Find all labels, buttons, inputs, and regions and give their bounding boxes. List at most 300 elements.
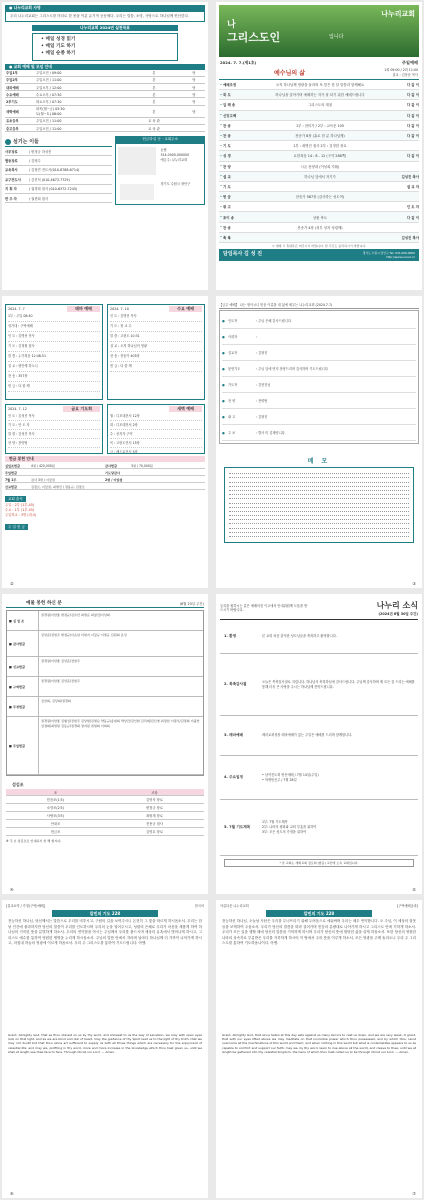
staff-row — [5, 166, 112, 175]
offering-names: 권경필/이한종 변정규/김수산 최명순 최창진/이상희 — [41, 613, 110, 617]
page-number: ⑤ — [412, 887, 416, 892]
offerings-period: (6월 23일 주간) — [179, 601, 204, 606]
order-bullet-icon: • — [220, 194, 222, 199]
offering-cell: 3명 / 70,000원 — [131, 463, 153, 468]
order-content: 찬송가 4장 (성부 성자 성령께) — [297, 225, 343, 230]
offering-record — [7, 697, 203, 717]
team-role: 인도자 — [228, 319, 238, 323]
section-label: [구역예배공과] — [397, 904, 418, 908]
schedule-title: 새벽 예배 — [169, 406, 202, 412]
worship-cell: 주일오전 / 11:00 — [35, 117, 125, 124]
team-value: : 김형진 — [256, 351, 268, 355]
order-bullet-icon: • — [220, 92, 222, 97]
team-bullet-icon: ● — [222, 350, 225, 355]
team-role: 기도자 — [228, 383, 238, 387]
bulletin-page-5 — [2, 594, 208, 894]
prayer-english: Grant, Almighty God, that since Satan at this day sets against us many terrors to cast us down, and we are very weak, O grant, that with our eyes lifted above we may meditate on that invincible power which thou possessest, and by which thou canst overcome all the machinations of this world and them; and when nothing in this world but what is contemptible appears to us as capable to comfort and support our faith, may we, by thy word, learn to rise above all the world, and cleave to thee; until we at length be gathered into thy celestial kingdom, the heirs of which thou hast called us to be through Christ our Lord. — Amen. — [222, 1033, 416, 1054]
worship-cell: 본 — [125, 105, 183, 117]
worship-cell: 당 — [183, 70, 205, 77]
order-bullet-icon: • — [220, 82, 222, 87]
memo-heading: 메 모 — [307, 458, 331, 465]
worship-cell: 2부기도 — [5, 98, 35, 105]
schedule-title: 테마 예배 — [67, 306, 100, 312]
offering-row — [5, 483, 205, 490]
order-label: 찬 송 — [223, 123, 231, 128]
offering-heading: 헌금하실 곳 · 교회주소 — [115, 136, 205, 143]
duty-leader: 전용규 집사 — [105, 820, 204, 828]
order-content: 1부 : 찬미가 / 2부 : 교독문 105 — [296, 123, 344, 128]
worship-cell: 수요오후 / 07:30 — [35, 91, 125, 98]
duty-row — [6, 820, 204, 828]
order-content: 하나님을 알아가며 예배하는 자가 잘 되기 위한 예배드립니다 — [275, 93, 365, 98]
schedule-box — [107, 404, 205, 454]
staff-role: 지 휘 자 — [5, 187, 17, 192]
duty-leader: 김영석 장로 — [105, 796, 204, 804]
worship-cell: 주일오전 / 09:00 — [35, 70, 125, 77]
order-label: 신앙고백 — [223, 113, 237, 118]
goal-item: • 매일 성경 읽기 — [41, 37, 76, 42]
order-content: 그리스도의 계절 — [307, 103, 332, 108]
offering-row — [5, 476, 205, 483]
worship-cell: 주일2부 — [5, 76, 35, 83]
section-label: [설교요약 / 가정(구역)예배] — [6, 904, 45, 908]
schedule-date: 2024. 7. 12 — [8, 407, 27, 411]
qr-code-icon — [120, 184, 154, 200]
worship-cell: 수요예배 — [5, 91, 35, 98]
offering-cell: 감사 3명 / 이랑결 — [31, 477, 55, 482]
banner-small: 나 — [227, 20, 236, 30]
bulletin-page-4 — [216, 296, 422, 588]
duty-group: 믿음조(1조) — [6, 796, 105, 804]
church-address: 경기도 수원시 장안구 — [160, 182, 191, 187]
attendance-heading: 교회 출석 — [5, 496, 26, 502]
bulletin-page-3 — [2, 296, 208, 588]
attendance-list — [5, 503, 205, 518]
preacher: 설교 : 김상문 목사 — [392, 73, 418, 77]
duty-group: 사랑조(3조) — [6, 812, 105, 820]
staff-name: / 권현희 집사 — [29, 196, 49, 201]
offering-cell: 4명 / 420,000원 — [31, 463, 55, 468]
order-label: 묵 도 — [223, 93, 231, 98]
team-bullet-icon: ● — [222, 318, 225, 323]
worship-cell: 당 — [183, 98, 205, 105]
bank-heading: 주 일 헌 금 — [5, 524, 28, 530]
order-row — [219, 111, 419, 121]
offering-cell: 김장로, 이랑결, 최병진 / 정용규, 김장로 — [31, 484, 85, 489]
footer-note: ＊ 예배 시 휴대폰은 꺼주시기 바랍니다. 한 주간도 승리하시기 바랍니다. — [271, 244, 367, 248]
bulletin-page-6 — [216, 594, 422, 894]
page-number: ② — [10, 581, 14, 586]
offering-type: ■ 십 일 조 — [7, 611, 39, 630]
order-row — [219, 202, 419, 212]
staff-name: / 권경희 집사 (010-6372-7245) — [29, 187, 78, 192]
news-content: 레마교회성장 레마예배가 있는 주일은 예배를 드리며 함께합니다. — [262, 733, 353, 738]
banner-tag: 입니다 — [329, 34, 344, 40]
worship-cell: 당 — [183, 76, 205, 83]
prayer-korean: 전능하신 하나님, 오늘날 사탄은 우리를 무너뜨리기 위해 두려움으로 에워싸며 우리는 매우 연약합니다. 오 주님, 이 세상의 잘못들을 보게하여 주옵소서. 우리가 당신의 말씀을 따라 걸어가며 믿음의 분량대로 나아가게 하시고 그리스도 안에 거하게 하소서. 우리가 모든 일을 행할 때에 당신의 말씀을 기억하게 하시며 우리가 당신의 뜻에 합당한 삶을 살게 하옵소서. 또한 당신의 영원한 나라의 상속자로 부름받은 우리를 거룩하게 하시어 이 땅에서 주의 뜻을 이루게 하소서. 모든 영광을 주께 돌리오니 우리 주 그리스도를 통하여 기도하옵나이다. 아멘. — [222, 919, 416, 946]
bank-name: 농협 — [160, 148, 167, 153]
order-row — [219, 121, 419, 131]
order-label: 헌 금 — [223, 195, 231, 200]
order-row — [219, 212, 419, 222]
team-row — [222, 329, 416, 345]
offering-record — [7, 657, 203, 677]
order-leader: 다 같 이 — [406, 93, 419, 98]
order-bullet-icon: • — [220, 123, 222, 128]
worship-cell: 교 육 관 — [125, 117, 183, 124]
schedule-line: 설 교 : 오직 하나님의 영광 — [110, 342, 202, 352]
news-label: 3. 레마예배 — [224, 733, 244, 737]
order-row — [219, 192, 419, 202]
staff-role: 협동장로 — [5, 159, 18, 164]
offering-names: 김상준/전현주 변정규/이순남 서현지 이랑규 이명규 김원희 문성 — [41, 633, 127, 637]
bank-number: 314-0000-000000 — [160, 153, 190, 158]
team-value: : 김형진 — [256, 415, 268, 419]
vision-heading: ● 나누리교회 사명 — [5, 5, 205, 11]
order-row — [219, 172, 419, 182]
offering-cell: 감사헌금 — [105, 463, 117, 468]
news-item — [220, 654, 418, 716]
offering-record — [7, 611, 203, 631]
worship-cell: 중고등부 — [5, 124, 35, 131]
team-role: 광 고 — [228, 415, 236, 419]
duty-table — [6, 789, 204, 836]
offering-names: 김선희, 김상희/권경희 — [41, 699, 71, 703]
worship-cell: 본 — [125, 70, 183, 77]
attendance-item: 주일학교 : 3명 (대-5) — [5, 513, 37, 517]
team-value: : — [256, 334, 258, 339]
team-value: : 주님 은혜 감사드립니다 — [256, 319, 291, 323]
order-label: 찬 양 — [223, 164, 231, 169]
worship-row — [5, 70, 205, 77]
prayer-title: 칼빈의 기도 228 — [52, 910, 158, 917]
staff-list — [5, 146, 112, 203]
team-row — [222, 313, 416, 329]
offering-names: 권경필/이한종 김상준/전현주 — [41, 679, 80, 683]
schedule-line: 인 도 : 김명선 목사 — [8, 332, 100, 342]
worship-cell: 주일1부 — [5, 70, 35, 77]
offering-type: ■ 구역헌금 — [7, 677, 39, 696]
order-leader: 다 같 이 — [406, 113, 419, 118]
staff-heading: 섬기는 이들 — [13, 139, 39, 146]
offering-cell: 2명 / 이랑결 — [105, 477, 123, 482]
offering-cell: 기도당감사 — [105, 470, 120, 475]
order-row — [219, 141, 419, 151]
bulletin-page-1 — [2, 2, 208, 290]
team-value: : 김현진님 — [256, 383, 271, 387]
schedule-line: 월 : 디모데전서 12장 — [110, 412, 202, 421]
order-content: 요한복음 14 : 8 - 12 (구약 288쪽) — [293, 154, 347, 159]
order-bullet-icon: • — [220, 143, 222, 148]
staff-name: / 김진석 (010-4673-7729) — [29, 177, 70, 182]
order-bullet-icon: • — [220, 113, 222, 118]
schedule-line: 헌 금 : 다 함 께 — [8, 382, 100, 392]
order-leader: 설 교 자 — [406, 184, 419, 189]
map-image — [118, 147, 156, 175]
page-number: ⑦ — [412, 1191, 416, 1196]
order-row — [219, 80, 419, 90]
offering-table — [5, 462, 205, 490]
order-label: 찬 송 — [223, 134, 231, 139]
order-leader: 다 같 이 — [406, 154, 419, 159]
bulletin-type: 주일예배 — [401, 60, 418, 65]
schedule-box — [107, 304, 205, 400]
news-label: 2. 목축감사절 — [224, 682, 247, 686]
worship-cell: 본 — [125, 76, 183, 83]
section-language: 한국어 — [194, 904, 204, 908]
staff-row — [5, 147, 112, 156]
order-row — [219, 151, 419, 161]
news-label: 4. 주요일정 — [224, 775, 244, 779]
team-row — [222, 409, 416, 425]
worship-row — [5, 105, 205, 117]
banner-title: 그리스도인 — [227, 31, 281, 44]
page-number: ③ — [412, 581, 416, 586]
offering-names: 권경필/이한종 김상준/전현주 — [41, 659, 80, 663]
offering-row — [5, 469, 205, 476]
team-role: 설교자 — [228, 351, 238, 355]
team-bullet-icon: ● — [222, 334, 225, 339]
bullet-icon — [5, 139, 11, 145]
schedule-line: 목 : 고린도전서 15장 — [110, 439, 202, 448]
schedule-line: 찬 송 : 357장 — [8, 372, 100, 382]
offerings-heading: 예물 봉헌 하신 분 — [26, 601, 62, 606]
worship-cell: 유초등부 — [5, 117, 35, 124]
offering-type: ■ 주정헌금 — [7, 697, 39, 716]
worship-row — [5, 76, 205, 83]
news-list — [220, 619, 418, 856]
order-bullet-icon: • — [220, 235, 222, 240]
worship-cell: 주일오후 / 12:00 — [35, 83, 125, 90]
order-content: 하나님 앞에서 자기가 — [304, 174, 336, 179]
schedule-line: 화 : 디모데전서 2장 — [110, 421, 202, 430]
worship-row — [5, 117, 205, 124]
team-row — [222, 425, 416, 441]
order-content: 상원 축도 — [312, 215, 328, 220]
worship-order — [219, 79, 419, 243]
order-leader: 다 같 이 — [406, 103, 419, 108]
worship-row — [5, 98, 205, 105]
duty-leader: 최원재 장로 — [105, 812, 204, 820]
offering-type: ■ 감사헌금 — [7, 631, 39, 656]
staff-role: 교육목사 — [5, 168, 18, 173]
schedule-line: 인 도 : 김명선 목사 — [110, 312, 202, 322]
church-contact: 경기도 수원시 장안구 Tel. 031-000-0000 — [362, 251, 415, 255]
offering-names: 권경필/이한종 김형성/전현주 김상현/김명순 박동규/송현희 박상진/김인환 김덕재/김신영 최정임 이정우/김정희 이광찬 김정희/최영란 김동규/권경희 정지원 권현희 이의희 — [41, 719, 200, 728]
order-bullet-icon: • — [220, 153, 222, 158]
order-label: 기 도 — [223, 144, 231, 149]
service-title: 예수님의 삶 — [274, 69, 306, 77]
order-leader: 다 같 이 — [406, 83, 419, 88]
staff-row — [5, 194, 112, 203]
worship-team-heading: 【금주 예배】 나는 영이시니 믿음 이름을 내 삶에 세우는 나누리교회 (2024.7.7) — [219, 302, 419, 309]
schedule-date: 2024. 7. 10 — [110, 307, 129, 311]
offerings-list — [6, 610, 204, 776]
duty-note: ※ 주 보 섬김조로 안내하시 한 해 합시다. — [6, 839, 62, 844]
schedule-line: 기 도 : 김정원 집사 — [8, 342, 100, 352]
order-leader: 김성진 목사 — [401, 235, 419, 240]
worship-row — [5, 83, 205, 90]
offering-record — [7, 717, 203, 775]
order-leader: 김성진 목사 — [401, 174, 419, 179]
service-times: 1회 09:00 / 2회 11:00 — [384, 68, 418, 72]
order-bullet-icon: • — [220, 184, 222, 189]
worship-table — [5, 70, 205, 133]
duty-leader: 김영호 장로 — [105, 828, 204, 836]
staff-row — [5, 185, 112, 194]
duty-row — [6, 804, 204, 812]
order-row — [219, 233, 419, 243]
schedule-line: 헌 금 : 다 함 께 — [110, 362, 202, 372]
team-role: 사회자 — [228, 335, 238, 339]
order-row — [219, 182, 419, 192]
order-leader: 인 도 자 — [406, 205, 419, 210]
offering-heading: 헌금 봉헌 안내 — [5, 456, 205, 462]
news-content: • 남여전도회 헌신예배 / 7월 14일(주일) • 학생헌신주 / 7월 28일 — [262, 772, 319, 782]
news-item — [220, 756, 418, 800]
order-label: 찬 송 — [223, 225, 231, 230]
order-row — [219, 223, 419, 233]
schedule-title: 금요 기도회 — [63, 406, 100, 412]
page-number: ⑥ — [10, 1191, 14, 1196]
staff-heading-row — [5, 138, 112, 146]
news-period: (2024년 6월 30일 주간) — [378, 612, 418, 616]
worship-cell: 화목(월~금) 05:30 토(월~토) 06:00 — [35, 105, 125, 117]
duty-row — [6, 796, 204, 804]
staff-row — [5, 175, 112, 184]
worship-row — [5, 91, 205, 98]
schedule-line: 1부 : 주일 08:40 — [8, 312, 100, 322]
worship-cell: 주일오전 / 11:00 — [35, 76, 125, 83]
worship-cell: 새벽예배 — [5, 105, 35, 117]
order-label: 광 고 — [223, 205, 231, 210]
order-leader: 다 같 이 — [406, 123, 419, 128]
prayer-english: Grant, Almighty God, that as thou shinest on us by thy word, and showest to us the way of salvation, we may with open eyes look on that light, and as we are blind and dull of heart, may the guidance of thy Spirit lead us to the light of thy truth, that we may not doubt but that thou alone art sufficient to supply us with all those things which are necessary for the enjoyment of celestial life; and may we, profiting in thy word, more and more increase in the knowledge which thou hast given us, until we shall at length see thee face to face. Through Christ our Lord. — Amen. — [8, 1033, 202, 1054]
order-row — [219, 100, 419, 110]
team-row — [222, 393, 416, 409]
worship-team-list — [219, 310, 419, 444]
pastor-banner — [219, 249, 419, 261]
schedule-line: 찬 양 : 찬양팀 — [8, 439, 100, 448]
order-label: 기 도 — [223, 184, 231, 189]
staff-name: / 변정규 하상진 — [29, 149, 52, 154]
bank-holder: 예금주: 나누리교회 — [160, 158, 188, 163]
team-bullet-icon: ● — [222, 382, 225, 387]
duty-row — [6, 812, 204, 820]
order-bullet-icon: • — [220, 102, 222, 107]
memo-area[interactable] — [224, 467, 414, 543]
offering-cell: 십일조헌금 — [5, 463, 20, 468]
offering-row — [5, 462, 205, 469]
bulletin-date: 2024. 7. 7.(제1호) — [220, 60, 257, 65]
schedule-line: 성가대 : 구역예배 — [8, 322, 100, 332]
order-content: 찬송가 587장 (감사하는 성도여) — [295, 195, 345, 200]
prayer-korean: 전능하신 하나님, 당신께서는 말씀으로 우리를 비추시고, 구원의 길을 보여주시니 온전히 그 빛을 따르게 하시옵소서. 우리는 한낱 인간에 불과하지만 당신의 말씀이 우리를 인도하시며 우리의 눈을 열어주시고, 성령의 은혜로 우리가 마음을 새롭게 하여 하나님의 거룩한 뜻을 분별하게 하소서. 우리의 연약함을 아시는 주님께서 우리를 붙드시며 세상의 유혹에서 벗어나게 하시고, 그리스도 예수를 통하여 영원한 생명을 누리게 하시옵소서. 주님의 말씀 안에서 자라며 날마다 하나님께 더 가까이 나아가게 하시고, 마침내 하늘의 영광에 이르게 하옵소서. 우리 주 그리스도를 통하여 기도드립니다. 아멘. — [8, 919, 202, 946]
header-banner — [219, 5, 419, 57]
page-number: ④ — [10, 887, 14, 892]
church-label: 아름다운 나누리교회 — [220, 904, 249, 908]
order-content: 1부 : 최병진 집사 2부 : 김정한 장로 — [293, 144, 347, 149]
order-content: 시온 찬양대 (이성희 지휘) — [300, 164, 340, 169]
worship-row — [5, 124, 205, 131]
offering-record — [7, 631, 203, 657]
schedule-line: 말 씀 : 고린도 10:31 — [110, 332, 202, 342]
order-row — [219, 131, 419, 141]
worship-cell: 당 — [183, 83, 205, 90]
schedule-line: 기 도 : 안 도 자 — [8, 421, 100, 430]
order-content: 찬송가 8장 (홀로 한 분 하나님께) — [295, 134, 345, 139]
team-value: : 주님 앞에 먼저 찬양드리며 감사하며 기도드립니다 — [256, 367, 328, 371]
team-bullet-icon: ● — [222, 366, 225, 371]
news-item — [220, 800, 418, 856]
offering-record — [7, 677, 203, 697]
order-bullet-icon: • — [220, 215, 222, 220]
order-bullet-icon: • — [220, 174, 222, 179]
goal-item: • 매일 기도 하기 — [41, 44, 76, 50]
news-content: 1부: 7월 기도제목 2부: 나라의 평화와 교회 부흥을 위하여 3부: 모든 성도의 가정을 위하여 — [262, 820, 317, 834]
news-label: 1. 환영 — [224, 634, 237, 638]
church-website[interactable]: http://www.nanuri.kr — [386, 255, 415, 259]
team-value: : 별사 미 김재양니다 — [256, 431, 285, 435]
worship-cell: 주일오전 / 11:00 — [35, 124, 125, 131]
news-title: 나누리 소식 — [376, 601, 418, 610]
worship-cell: 교 육 관 — [125, 124, 183, 131]
offering-cell: 7월 1주 — [5, 477, 17, 482]
news-content: 본 교회 처음 출석한 성도님들을 축복하고 환영합니다. — [262, 634, 337, 639]
church-name: 나누리교회 — [381, 10, 415, 18]
goal-item: • 매일 순종 하기 — [41, 51, 76, 57]
worship-cell: 대외예배 — [5, 83, 35, 90]
worship-cell: 본 — [125, 83, 183, 90]
offering-cell: 선교헌금 — [5, 484, 17, 489]
order-leader: 다 같 이 — [406, 134, 419, 139]
worship-cell: 본 — [125, 91, 183, 98]
schedule-line: 말 씀 : 누가복음 12:48-51 — [8, 352, 100, 362]
order-label: 설 교 — [223, 174, 231, 179]
order-bullet-icon: • — [220, 164, 222, 169]
vision-text: 우리 나누리교회는 그리스도를 머리로 한 몸을 이룬 유기적 공동체다. 우리는 말씀, 소망, 사랑으로 하나님께 헌신한다. — [5, 11, 205, 22]
register-intro: 등록을 원하시는 분은 예배마친 이고에서 안내위원께 도움을 받으시기 바랍니다. — [220, 603, 308, 612]
order-content: 오직 하나님께 영광을 돌리며 또 맞은 한 달 말씀과 함께해요 — [275, 83, 365, 88]
schedule-title: 수요 예배 — [169, 306, 202, 312]
offering-cell: 주일헌금 — [5, 470, 17, 475]
schedule-line: 찬 송 : 찬송가 405장 — [110, 352, 202, 362]
team-role: 찬 양 — [228, 399, 236, 403]
prayer-title: 칼빈의 기도 228 — [266, 910, 372, 917]
goals-list — [32, 33, 178, 61]
duty-group: 안내조 — [6, 820, 105, 828]
news-item — [220, 716, 418, 756]
team-bullet-icon: ● — [222, 414, 225, 419]
worship-cell: 본 — [125, 98, 183, 105]
schedule-line: 수 : 선지자 구약 — [110, 430, 202, 439]
team-row — [222, 361, 416, 377]
order-label: 예배조정 — [223, 83, 237, 88]
team-row — [222, 345, 416, 361]
attendance-item: 수요 : 1부 (1부-45) — [5, 508, 35, 512]
attendance-item: 주일 : 2부 (1부-45) — [5, 503, 35, 507]
schedule-line: 금 : 베드로전서 5장 — [110, 448, 202, 454]
schedule-line: 기 도 : 장 교 수 — [110, 322, 202, 332]
order-leader: 다 같 이 — [406, 215, 419, 220]
order-bullet-icon: • — [220, 225, 222, 230]
worship-cell — [183, 117, 205, 124]
team-bullet-icon: ● — [222, 430, 225, 435]
team-role: 주 보 — [228, 431, 236, 435]
worship-cell: 당 — [183, 91, 205, 98]
duty-group: 소망조(2조) — [6, 804, 105, 812]
schedule-line: 말 씀 : 김성진 목사 — [8, 430, 100, 439]
